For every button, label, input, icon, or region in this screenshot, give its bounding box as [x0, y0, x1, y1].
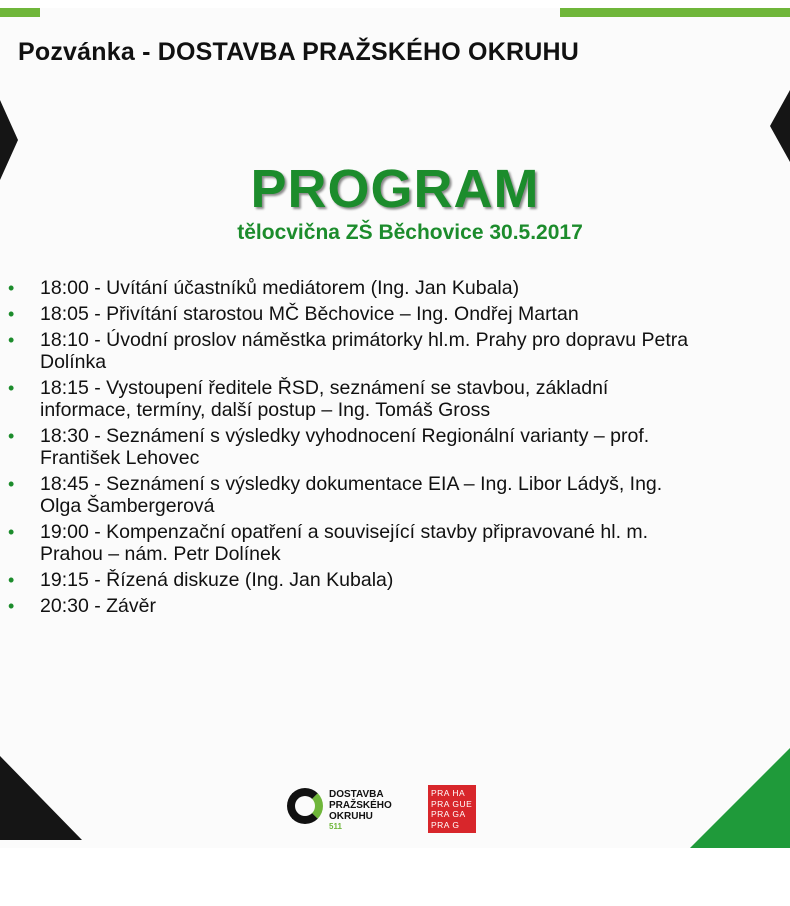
agenda-item	[8, 303, 788, 325]
corner-decoration-bottom-left	[0, 756, 82, 840]
agenda-item-text: 18:30 - Seznámení s výsledky vyhodnocení Regionální varianty – prof.	[40, 425, 650, 447]
top-green-stripe-right	[560, 8, 790, 17]
agenda-item-text: 18:05 - Přivítání starostou MČ Běchovice – Ing. Ondřej Martan	[40, 303, 579, 325]
top-green-stripe-left	[0, 8, 40, 17]
dostavba-logo-number: 511	[329, 822, 342, 831]
program-title: PROGRAM	[250, 159, 540, 219]
dostavba-logo-text: DOSTAVBA PRAŽSKÉHO OKRUHU	[329, 789, 392, 822]
agenda-item-text-cont: František Lehovec	[40, 447, 200, 469]
praha-logo-text: PRA HA PRA GUE PRA GA PRA G	[431, 788, 473, 830]
agenda-item-text-cont: informace, termíny, další postup – Ing. Tomáš Gross	[40, 399, 491, 421]
bullet-icon: •	[8, 304, 15, 324]
agenda-item-text: 19:15 - Řízená diskuze (Ing. Jan Kubala)	[40, 569, 394, 591]
agenda-item-text: 19:00 - Kompenzační opatření a související stavby připravované hl. m.	[40, 521, 649, 543]
bullet-icon: •	[8, 570, 15, 590]
agenda-item-text: 18:15 - Vystoupení ředitele ŘSD, seznámení se stavbou, základní	[40, 377, 609, 399]
bullet-icon: •	[8, 596, 15, 616]
praha-logo	[428, 785, 476, 833]
agenda-item-text: 18:00 - Uvítání účastníků mediátorem (Ing. Jan Kubala)	[40, 277, 520, 299]
okruh-ring-icon	[287, 788, 323, 824]
invitation-header: Pozvánka - DOSTAVBA PRAŽSKÉHO OKRUHU	[18, 38, 579, 66]
agenda-item	[8, 569, 788, 591]
corner-decoration-bottom-right	[690, 748, 790, 848]
agenda-item-text: 18:45 - Seznámení s výsledky dokumentace EIA – Ing. Libor Ládyš, Ing.	[40, 473, 663, 495]
dostavba-okruhu-logo	[287, 785, 405, 837]
bullet-icon: •	[8, 278, 15, 298]
agenda-item-text: 20:30 - Závěr	[40, 595, 156, 617]
agenda-item	[8, 377, 788, 421]
bullet-icon: •	[8, 378, 15, 398]
invitation-card	[0, 8, 790, 848]
agenda-item	[8, 521, 788, 565]
bullet-icon: •	[8, 474, 15, 494]
agenda-item-text-cont: Prahou – nám. Petr Dolínek	[40, 543, 281, 565]
bullet-icon: •	[8, 426, 15, 446]
agenda-item	[8, 277, 788, 299]
agenda-item-text-cont: Dolínka	[40, 351, 107, 373]
agenda-item	[8, 329, 788, 373]
agenda-item-text: 18:10 - Úvodní proslov náměstka primátorky hl.m. Prahy pro dopravu Petra	[40, 329, 689, 351]
program-subtitle: tělocvična ZŠ Běchovice 30.5.2017	[237, 221, 583, 244]
agenda-item	[8, 473, 788, 517]
agenda-list	[8, 277, 788, 621]
corner-decoration-top-right	[770, 90, 790, 162]
agenda-item	[8, 425, 788, 469]
bullet-icon: •	[8, 330, 15, 350]
agenda-item-text-cont: Olga Šambergerová	[40, 495, 215, 517]
bullet-icon: •	[8, 522, 15, 542]
agenda-item	[8, 595, 788, 617]
